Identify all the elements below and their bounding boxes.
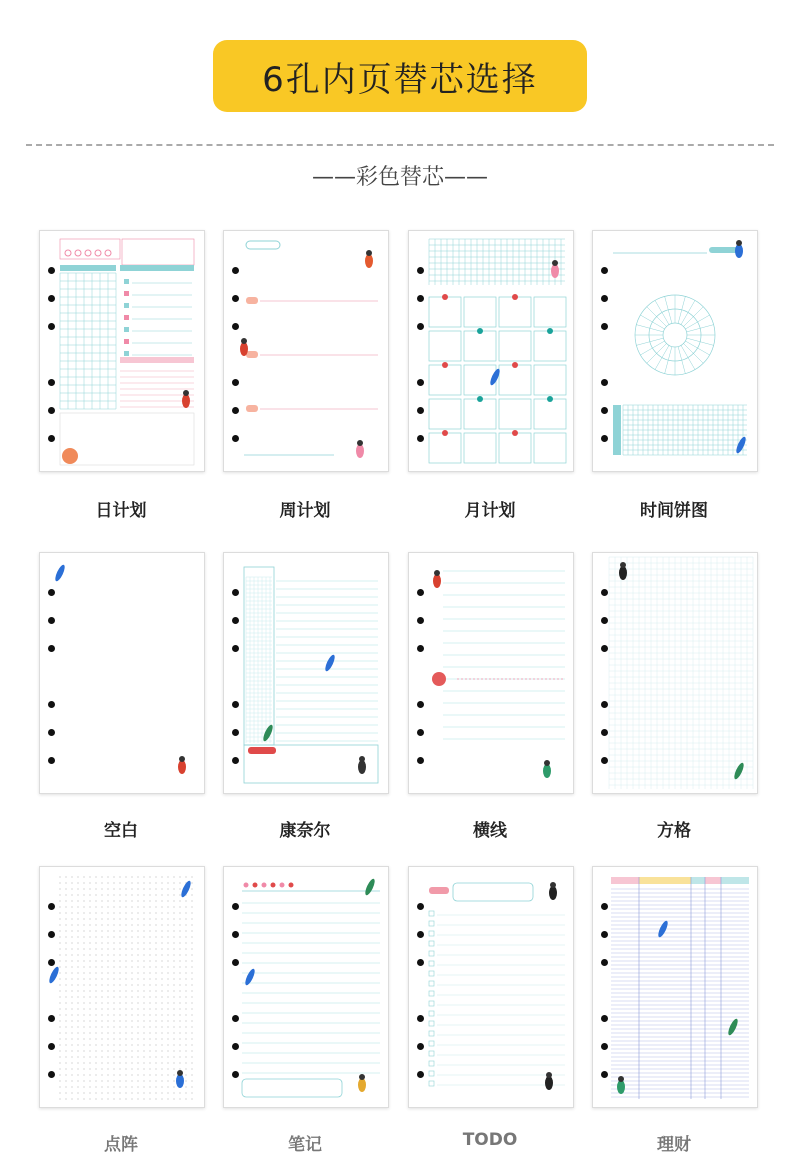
binder-hole: [601, 323, 608, 330]
mood-circle: [95, 250, 101, 256]
binder-hole: [417, 295, 424, 302]
day-cell: [534, 331, 566, 361]
binder-hole: [48, 379, 55, 386]
day-cell: [499, 433, 531, 463]
refill-label: TODO: [462, 1130, 518, 1150]
day-cell: [499, 297, 531, 327]
binder-hole: [48, 617, 55, 624]
binder-hole: [232, 295, 239, 302]
todo-checkbox: [429, 921, 434, 926]
refill-label: 日计划: [95, 501, 147, 521]
binder-hole: [232, 617, 239, 624]
binder-hole: [48, 701, 55, 708]
grid-lines: [246, 577, 272, 743]
binder-hole: [601, 295, 608, 302]
leaf-illustration: [53, 564, 66, 583]
icon-dot: [262, 883, 267, 888]
bird-illustration: [545, 1076, 553, 1090]
mood-circle: [105, 250, 111, 256]
refill-page-illustration: [409, 553, 573, 793]
day-cell: [464, 399, 496, 429]
leaf-illustration: [726, 1018, 739, 1037]
day-cell: [534, 399, 566, 429]
binder-hole: [48, 1071, 55, 1078]
bird-head: [359, 1074, 365, 1080]
binder-hole: [601, 1071, 608, 1078]
grid-lines: [429, 239, 565, 285]
day-cell: [464, 433, 496, 463]
mood-circle: [75, 250, 81, 256]
column-header: [705, 877, 721, 884]
leaf-illustration: [323, 654, 336, 673]
bird-head: [177, 1070, 183, 1076]
binder-hole: [601, 435, 608, 442]
todo-checkbox: [429, 1021, 434, 1026]
ruled-lines: [611, 889, 749, 1097]
bird-illustration: [543, 764, 551, 778]
bird-illustration: [358, 760, 366, 774]
refill-page-illustration: [224, 553, 388, 793]
bird-illustration: [551, 264, 559, 278]
binder-hole: [232, 435, 239, 442]
day-cell: [429, 331, 461, 361]
day-cell: [464, 297, 496, 327]
leaf-illustration: [732, 762, 745, 781]
binder-hole: [601, 903, 608, 910]
flower-illustration: [432, 672, 446, 686]
refill-card-monthly[interactable]: [408, 230, 574, 472]
refill-label: 横线: [473, 821, 507, 841]
binder-hole: [232, 379, 239, 386]
refill-page-illustration: [40, 553, 204, 793]
todo-header: [120, 265, 194, 271]
todo-checkbox: [429, 1041, 434, 1046]
todo-tag: [429, 887, 449, 894]
binder-hole: [417, 757, 424, 764]
binder-hole: [48, 931, 55, 938]
ruled-lines: [443, 571, 565, 739]
ruled-lines: [276, 581, 378, 741]
bird-illustration: [735, 244, 743, 258]
refill-label: 月计划: [464, 501, 516, 521]
refill-page-illustration: [593, 553, 757, 793]
day-cell: [534, 297, 566, 327]
leaf-illustration: [488, 368, 501, 387]
todo-checkbox: [429, 981, 434, 986]
flower-illustration: [62, 448, 78, 464]
binder-hole: [601, 1043, 608, 1050]
bird-head: [183, 390, 189, 396]
icon-dot: [244, 883, 249, 888]
todo-checkbox: [124, 327, 129, 332]
binder-hole: [48, 729, 55, 736]
binder-hole: [601, 267, 608, 274]
todo-checkbox: [124, 339, 129, 344]
refill-page-illustration: [409, 867, 573, 1107]
refill-page-illustration: [224, 231, 388, 471]
binder-hole: [417, 617, 424, 624]
bird-illustration: [619, 566, 627, 580]
column-header: [611, 877, 639, 884]
column-header: [721, 877, 749, 884]
day-tag: [246, 297, 258, 304]
day-cell: [499, 365, 531, 395]
binder-hole: [232, 931, 239, 938]
bird-head: [179, 756, 185, 762]
column-header: [639, 877, 691, 884]
binder-hole: [48, 1043, 55, 1050]
day-marker: [442, 362, 448, 368]
binder-hole: [48, 757, 55, 764]
binder-hole: [48, 959, 55, 966]
icon-dot: [289, 883, 294, 888]
binder-hole: [601, 931, 608, 938]
bird-illustration: [549, 886, 557, 900]
todo-checkbox: [124, 279, 129, 284]
binder-hole: [232, 757, 239, 764]
binder-hole: [417, 959, 424, 966]
schedule-header: [60, 265, 116, 271]
binder-hole: [48, 267, 55, 274]
day-cell: [499, 331, 531, 361]
refill-label: 笔记: [288, 1135, 322, 1155]
dot-grid: [59, 876, 192, 1099]
binder-hole: [48, 435, 55, 442]
binder-hole: [417, 1043, 424, 1050]
leaf-illustration: [47, 966, 60, 985]
binder-hole: [417, 379, 424, 386]
binder-hole: [48, 407, 55, 414]
refill-card-lined[interactable]: [408, 552, 574, 794]
todo-checkbox: [429, 1081, 434, 1086]
side-bar: [613, 405, 621, 455]
day-marker: [547, 328, 553, 334]
mood-circle: [85, 250, 91, 256]
todo-checkbox: [429, 1031, 434, 1036]
refill-card-weekly[interactable]: [223, 230, 389, 472]
day-cell: [429, 433, 461, 463]
todo-checkbox: [429, 991, 434, 996]
binder-hole: [232, 701, 239, 708]
day-marker: [512, 362, 518, 368]
binder-hole: [601, 407, 608, 414]
bird-head: [546, 1072, 552, 1078]
todo-checkbox: [429, 1001, 434, 1006]
binder-hole: [417, 323, 424, 330]
todo-checkbox: [429, 1051, 434, 1056]
bird-head: [736, 240, 742, 246]
day-cell: [429, 399, 461, 429]
weekly-plan-tag: [246, 241, 280, 249]
binder-hole: [417, 931, 424, 938]
todo-checkbox: [124, 315, 129, 320]
bird-head: [620, 562, 626, 568]
grid-lines: [60, 273, 116, 409]
refill-page-illustration: [40, 231, 204, 471]
binder-hole: [601, 379, 608, 386]
leaf-illustration: [363, 878, 376, 897]
binder-hole: [601, 589, 608, 596]
binder-hole: [417, 1015, 424, 1022]
refill-page-illustration: [593, 231, 757, 471]
day-cell: [429, 365, 461, 395]
refill-card-dots[interactable]: [39, 866, 205, 1108]
bird-head: [618, 1076, 624, 1082]
binder-hole: [417, 903, 424, 910]
binder-hole: [48, 645, 55, 652]
bird-head: [544, 760, 550, 766]
day-marker: [442, 294, 448, 300]
binder-hole: [601, 757, 608, 764]
refill-label: 方格: [657, 821, 691, 841]
refill-page-illustration: [593, 867, 757, 1107]
bird-illustration: [178, 760, 186, 774]
reminder-header: [120, 357, 194, 363]
binder-hole: [232, 589, 239, 596]
refill-card-grid[interactable]: [592, 552, 758, 794]
bird-head: [241, 338, 247, 344]
refill-card-cornell[interactable]: [223, 552, 389, 794]
binder-hole: [417, 407, 424, 414]
binder-hole: [417, 435, 424, 442]
todo-checkbox: [429, 951, 434, 956]
bird-illustration: [356, 444, 364, 458]
page-banner: [213, 40, 587, 112]
bird-head: [550, 882, 556, 888]
binder-hole: [601, 645, 608, 652]
refill-page-illustration: [409, 231, 573, 471]
bird-illustration: [365, 254, 373, 268]
todo-checkbox: [429, 941, 434, 946]
binder-hole: [232, 323, 239, 330]
ruled-lines: [242, 903, 380, 1073]
dashed-divider: [26, 144, 774, 146]
binder-hole: [417, 729, 424, 736]
binder-hole: [417, 267, 424, 274]
refill-card-notes[interactable]: [223, 866, 389, 1108]
refill-label: 空白: [104, 821, 138, 841]
leaf-illustration: [243, 968, 256, 987]
binder-hole: [601, 1015, 608, 1022]
binder-hole: [232, 1043, 239, 1050]
binder-hole: [417, 701, 424, 708]
binder-hole: [601, 617, 608, 624]
todo-checkbox: [429, 961, 434, 966]
day-cell: [534, 365, 566, 395]
day-tag: [246, 351, 258, 358]
refill-label: 康奈尔: [279, 821, 331, 841]
bird-illustration: [617, 1080, 625, 1094]
binder-hole: [48, 1015, 55, 1022]
binder-hole: [417, 589, 424, 596]
binder-hole: [232, 267, 239, 274]
cue-column: [244, 567, 274, 745]
pie-ring: [663, 323, 687, 347]
day-cell: [534, 433, 566, 463]
todo-checkbox: [429, 1071, 434, 1076]
binder-hole: [232, 959, 239, 966]
refill-page-illustration: [224, 867, 388, 1107]
bird-head: [359, 756, 365, 762]
grid-lines: [609, 557, 753, 789]
refill-card-todo[interactable]: [408, 866, 574, 1108]
refill-card-finance[interactable]: [592, 866, 758, 1108]
banner-title: 6孔内页替芯选择: [262, 59, 538, 100]
day-cell: [464, 331, 496, 361]
todo-checkbox: [429, 931, 434, 936]
bird-head: [366, 250, 372, 256]
bird-illustration: [433, 574, 441, 588]
footer-box: [242, 1079, 342, 1097]
notes-box: [122, 239, 194, 265]
todo-checkbox: [429, 911, 434, 916]
todo-checkbox: [429, 971, 434, 976]
day-marker: [512, 430, 518, 436]
binder-hole: [48, 323, 55, 330]
todo-checkbox: [124, 351, 129, 356]
memo-box: [60, 413, 194, 465]
refill-card-blank[interactable]: [39, 552, 205, 794]
todo-checkbox: [429, 1011, 434, 1016]
refill-card-piechart[interactable]: [592, 230, 758, 472]
binder-hole: [48, 589, 55, 596]
binder-hole: [601, 729, 608, 736]
refill-label: 周计划: [279, 501, 331, 521]
day-marker: [512, 294, 518, 300]
column-header: [691, 877, 705, 884]
refill-card-daily[interactable]: [39, 230, 205, 472]
binder-hole: [232, 1071, 239, 1078]
refill-label: 点阵: [104, 1135, 138, 1155]
day-tag: [246, 405, 258, 412]
binder-hole: [417, 645, 424, 652]
day-marker: [477, 328, 483, 334]
bird-head: [434, 570, 440, 576]
icon-dot: [280, 883, 285, 888]
summary-tag: [248, 747, 276, 754]
day-cell: [429, 297, 461, 327]
icon-dot: [271, 883, 276, 888]
binder-hole: [232, 645, 239, 652]
section-subtitle: ——彩色替芯——: [311, 165, 488, 190]
bird-illustration: [358, 1078, 366, 1092]
binder-hole: [417, 1071, 424, 1078]
binder-hole: [232, 1015, 239, 1022]
bird-illustration: [240, 342, 248, 356]
grid-lines: [623, 405, 747, 455]
refill-label: 理财: [657, 1135, 691, 1155]
refill-page-illustration: [40, 867, 204, 1107]
binder-hole: [601, 959, 608, 966]
binder-hole: [48, 295, 55, 302]
binder-hole: [232, 903, 239, 910]
day-marker: [442, 430, 448, 436]
todo-checkbox: [429, 1061, 434, 1066]
binder-hole: [232, 407, 239, 414]
bird-illustration: [182, 394, 190, 408]
binder-hole: [232, 729, 239, 736]
binder-hole: [48, 903, 55, 910]
todo-checkbox: [124, 303, 129, 308]
todo-checkbox: [124, 291, 129, 296]
icon-dot: [253, 883, 258, 888]
bird-head: [357, 440, 363, 446]
mood-circle: [65, 250, 71, 256]
bird-illustration: [176, 1074, 184, 1088]
day-cell: [499, 399, 531, 429]
binder-hole: [601, 701, 608, 708]
bird-head: [552, 260, 558, 266]
todo-title-box: [453, 883, 533, 901]
day-marker: [547, 396, 553, 402]
day-marker: [477, 396, 483, 402]
refill-label: 时间饼图: [640, 501, 708, 521]
